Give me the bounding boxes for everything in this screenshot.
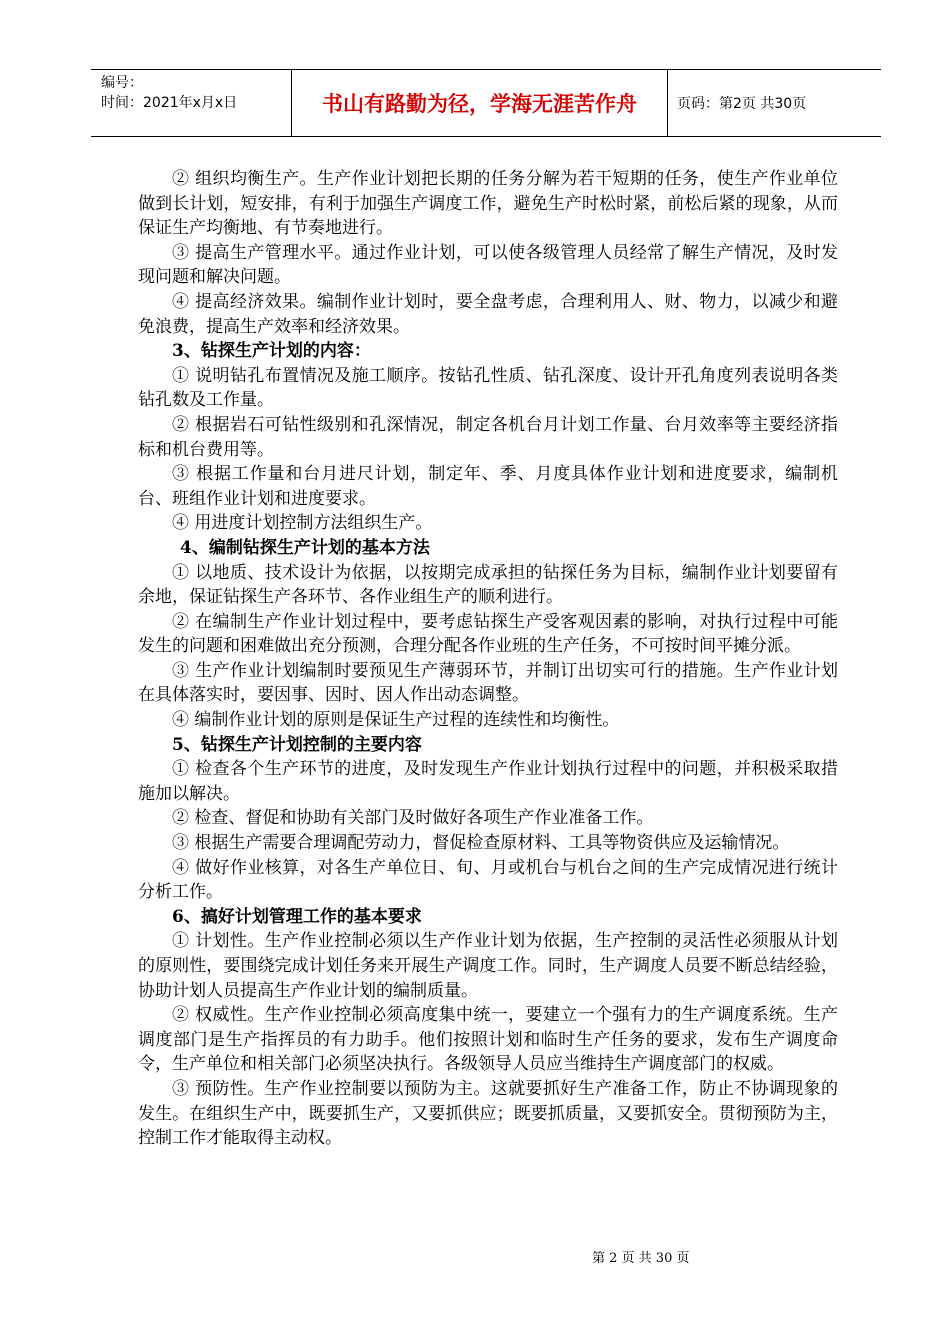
paragraph: ④ 提高经济效果。编制作业计划时，要全盘考虑，合理利用人、财、物力，以减少和避免浪费，提高生产效率和经济效果。 (138, 291, 838, 337)
paragraph: ④ 编制作业计划的原则是保证生产过程的连续性和均衡性。 (172, 710, 620, 731)
paragraph: ① 计划性。生产作业控制必须以生产作业计划为依据，生产控制的灵活性必须服从计划的原则性，要围绕完成计划任务来开展生产调度工作。同时，生产调度人员要不断总结经验，协助计划人员提高生产作业计划的编制质量。 (138, 931, 838, 1001)
paragraph: ③ 生产作业计划编制时要预见生产薄弱环节，并制订出切实可行的措施。生产作业计划在具体落实时，要因事、因时、因人作出动态调整。 (138, 660, 838, 706)
page-header (91, 69, 881, 137)
header-meta (91, 70, 291, 136)
document-body (138, 167, 838, 1151)
paragraph: ② 检查、督促和协助有关部门及时做好各项生产作业准备工作。 (172, 808, 654, 829)
paragraph: ① 说明钻孔布置情况及施工顺序。按钻孔性质、钻孔深度、设计开孔角度列表说明各类钻孔数及工作量。 (138, 365, 838, 411)
time-label: 时间：2021年x月x日 (101, 95, 238, 111)
number-label: 编号： (101, 75, 143, 91)
paragraph: ② 组织均衡生产。生产作业计划把长期的任务分解为若干短期的任务，使生产作业单位做到长计划，短安排，有利于加强生产调度工作，避免生产时松时紧，前松后紧的现象，从而保证生产均衡地、有节奏地进行。 (138, 169, 838, 239)
paragraph: ③ 提高生产管理水平。通过作业计划，可以使各级管理人员经常了解生产情况，及时发现问题和解决问题。 (138, 242, 838, 288)
paragraph: ① 以地质、技术设计为依据，以按期完成承担的钻探任务为目标，编制作业计划要留有余地，保证钻探生产各环节、各作业组生产的顺利进行。 (138, 562, 838, 608)
header-page-cell (667, 70, 881, 136)
section-heading: 5、钻探生产计划控制的主要内容 (172, 734, 422, 755)
paragraph: ② 在编制生产作业计划过程中，要考虑钻探生产受客观因素的影响，对执行过程中可能发生的问题和困难做出充分预测，合理分配各作业班的生产任务，不可按时间平摊分派。 (138, 611, 838, 657)
page-code: 页码：第2页 共30页 (677, 96, 807, 112)
paragraph: ② 根据岩石可钻性级别和孔深情况，制定各机台月计划工作量、台月效率等主要经济指标和机台费用等。 (138, 414, 838, 460)
paragraph: ① 检查各个生产环节的进度，及时发现生产作业计划执行过程中的问题，并积极采取措施加以解决。 (138, 759, 838, 804)
section-heading: 6、搞好计划管理工作的基本要求 (172, 906, 422, 927)
paragraph: ④ 做好作业核算，对各生产单位日、旬、月或机台与机台之间的生产完成情况进行统计分析工作。 (138, 857, 838, 903)
motto: 书山有路勤为径，学海无涯苦作舟 (322, 92, 637, 116)
section-heading: 4、编制钻探生产计划的基本方法 (180, 537, 430, 558)
header-motto-cell (291, 70, 668, 136)
section-heading: 3、钻探生产计划的内容： (172, 341, 371, 362)
paragraph: ④ 用进度计划控制方法组织生产。 (172, 513, 433, 534)
paragraph: ③ 根据工作量和台月进尺计划，制定年、季、月度具体作业计划和进度要求，编制机台、班组作业计划和进度要求。 (138, 464, 838, 509)
paragraph: ③ 根据生产需要合理调配劳动力，督促检查原材料、工具等物资供应及运输情况。 (172, 833, 790, 854)
paragraph: ② 权威性。生产作业控制必须高度集中统一，要建立一个强有力的生产调度系统。生产调度部门是生产指挥员的有力助手。他们按照计划和临时生产任务的要求，发布生产调度命令，生产单位和相关部门必须坚决执行。各级领导人员应当维持生产调度部门的权威。 (138, 1005, 838, 1075)
paragraph: ③ 预防性。生产作业控制要以预防为主。这就要抓好生产准备工作，防止不协调现象的发生。在组织生产中，既要抓生产，又要抓供应；既要抓质量，又要抓安全。贯彻预防为主，控制工作才能取得主动权。 (138, 1078, 838, 1149)
page-footer: 第 2 页 共 30 页 (592, 1251, 690, 1266)
